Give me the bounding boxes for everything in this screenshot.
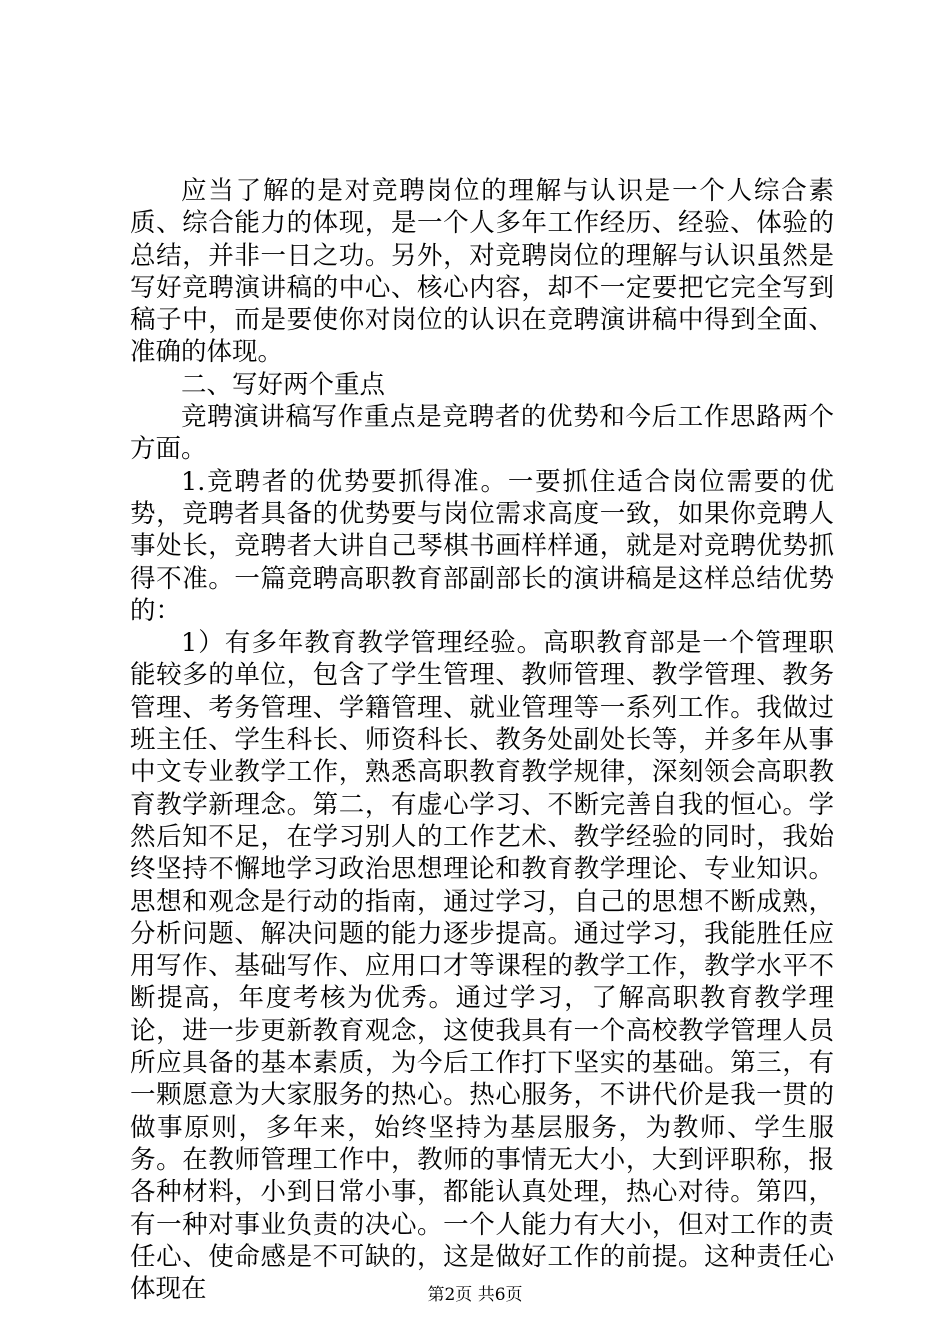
paragraph-understanding: 应当了解的是对竞聘岗位的理解与认识是一个人综合素质、综合能力的体现，是一个人多年工作经历、经验、体验的总结，并非一日之功。另外，对竞聘岗位的理解与认识虽然是写好竞聘演讲稿的中心、核心内容，却不一定要把它完全写到稿子中，而是要使你对岗位的认识在竞聘演讲稿中得到全面、准确的体现。 bbox=[130, 176, 834, 368]
body-text bbox=[130, 175, 834, 1305]
page-number: 第2页 共6页 bbox=[427, 1285, 523, 1305]
section-heading: 二、写好两个重点 bbox=[181, 369, 386, 400]
paragraph-example: 1）有多年教育教学管理经验。高职教育部是一个管理职能较多的单位，包含了学生管理、教师管理、教学管理、教务管理、考务管理、学籍管理、就业管理等一系列工作。我做过班主任、学生科长、师资科长、教务处副处长等，并多年从事中文专业教学工作，熟悉高职教育教学规律，深刻领会高职教育教学新理念。第二，有虚心学习、不断完善自我的恒心。学然后知不足，在学习别人的工作艺术、教学经验的同时，我始终坚持不懈地学习政治思想理论和教育教学理论、专业知识。思想和观念是行动的指南，通过学习，自己的思想不断成熟，分析问题、解决问题的能力逐步提高。通过学习，我能胜任应用写作、基础写作、应用口才等课程的教学工作，教学水平不断提高，年度考核为优秀。通过学习，了解高职教育教学理论，进一步更新教育观念，这使我具有一个高校教学管理人员所应具备的基本素质，为今后工作打下坚实的基础。第三，有一颗愿意为大家服务的热心。热心服务，不讲代价是我一贯的做事原则，多年来，始终坚持为基层服务，为教师、学生服务。在教师管理工作中，教师的事情无大小，大到评职称，报各种材料，小到日常小事，都能认真处理，热心对待。第四，有一种对事业负责的决心。一个人能力有大小，但对工作的责任心、使命感是不可缺的，这是做好工作的前提。这种责任心体现在 bbox=[130, 628, 834, 1305]
paragraph-advantages: 1.竞聘者的优势要抓得准。一要抓住适合岗位需要的优势，竞聘者具备的优势要与岗位需求高度一致，如果你竞聘人事处长，竞聘者大讲自己琴棋书画样样通，就是对竞聘优势抓得不准。一篇竞聘高职教育部副部长的演讲稿是这样总结优势的： bbox=[130, 466, 834, 626]
paragraph-key-points: 竞聘演讲稿写作重点是竞聘者的优势和今后工作思路两个方面。 bbox=[130, 402, 834, 465]
